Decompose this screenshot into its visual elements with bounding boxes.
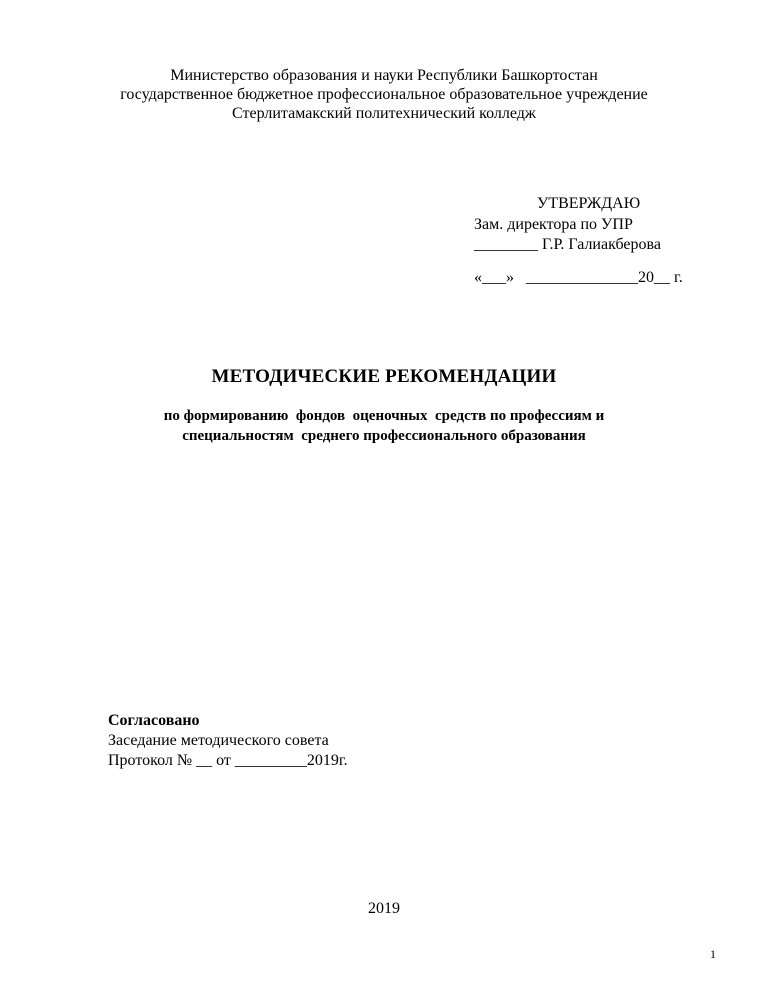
document-title: МЕТОДИЧЕСКИЕ РЕКОМЕНДАЦИИ xyxy=(211,366,557,387)
subtitle-line-2: специальностям среднего профессионального образования xyxy=(182,428,586,444)
approval-signature: ________ Г.Р. Галиакберова xyxy=(474,236,661,253)
agreement-protocol: Протокол № __ от _________2019г. xyxy=(108,752,348,769)
subtitle-line-1: по формированию фондов оценочных средств по профессиям и xyxy=(163,408,605,424)
agreement-meeting: Заседание методического совета xyxy=(108,732,329,749)
page-number: 1 xyxy=(710,947,716,961)
agreement-label: Согласовано xyxy=(108,712,200,729)
approval-title: УТВЕРЖДАЮ xyxy=(537,195,641,212)
college-name-line: Стерлитамакский политехнический колледж xyxy=(232,105,536,122)
institution-type-line: государственное бюджетное профессиональное образовательное учреждение xyxy=(120,86,648,103)
agreement-block xyxy=(108,711,348,771)
document-year: 2019 xyxy=(368,900,400,917)
institution-header xyxy=(0,66,768,123)
approval-position: Зам. директора по УПР xyxy=(474,216,633,233)
ministry-line: Министерство образования и науки Республики Башкортостан xyxy=(170,67,598,84)
approval-date: «___» ______________20__ г. xyxy=(474,269,683,286)
approval-block xyxy=(474,194,754,288)
document-subtitle xyxy=(0,406,768,446)
